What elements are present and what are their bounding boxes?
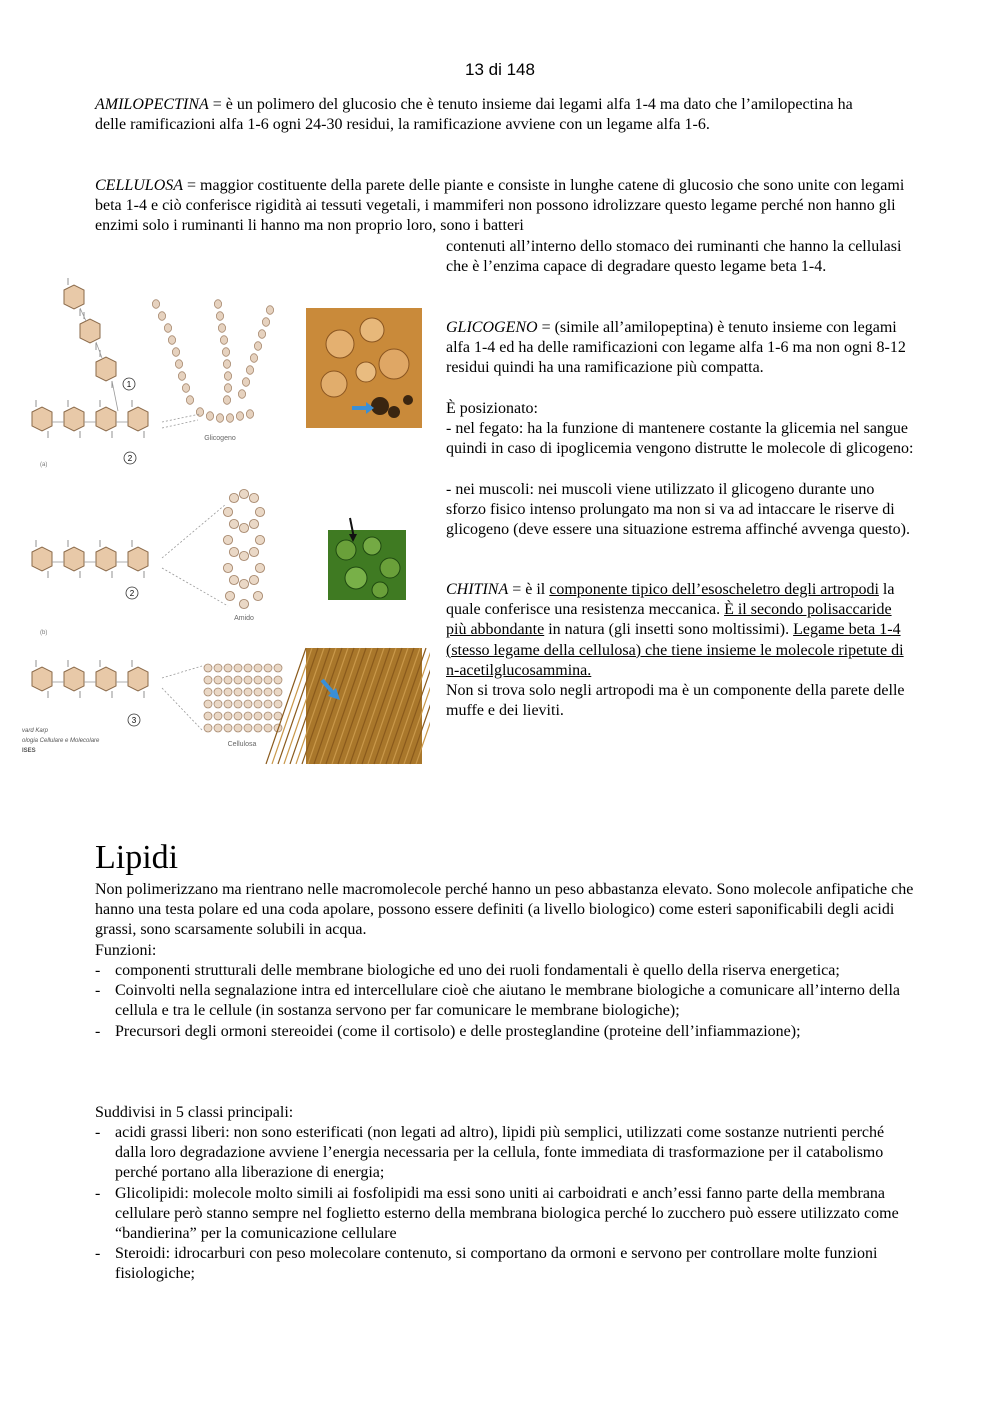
page-number: 13 di 148 [465,60,535,79]
chitina-text-3: in natura (gli insetti sono moltissimi). [544,621,794,639]
list-dash: - [95,1184,101,1202]
cellulose-bead [274,688,282,696]
funzioni-list [95,961,915,1042]
cellulose-bead [274,664,282,672]
cellulose-bead [214,700,222,708]
cellulose-micrograph [266,648,430,764]
list-item [95,1244,915,1284]
cellulosa-paragraph [95,176,910,237]
cellulose-bead [244,676,252,684]
chitina-text-1: = è il [508,581,550,598]
cellulose-bead [214,712,222,720]
classe-text: acidi grassi liberi: non sono esterificati (non legati ad altro), lipidi più semplici, utilizzati come sostanze nutrienti perché dalla loro degradazione avviene l’energia necessaria per la cellula, fonte immediata di trasformazione per il catabolismo perché portano alla liberazione di energia; [115,1124,885,1182]
chitina-paragraph [446,580,906,721]
list-dash: - [95,1245,101,1263]
cellulose-bead [244,712,252,720]
cellulosa-text: = maggior costituente della parete delle piante e consiste in lunghe catene di glucosio che sono unite con legami beta 1-4 e ciò conferisce rigidità ai tessuti vegetali, i mammiferi non possono idrolizzare questo legame perché non hanno gli enzimi solo i ruminanti li hanno ma non proprio loro, sono i batteri [95,177,905,235]
label-1: 1 [126,380,132,389]
glicogeno-text: = (simile all’amilopeptina) è tenuto insieme con legami alfa 1-4 ed ha delle ramificazioni con legame alfa 1-6 ma non ogni 8-12 residui quindi ha una ramificazione più compatta. [446,319,906,377]
cellulose-bead [224,724,232,732]
glycogen-beads [152,300,273,442]
list-item [95,1022,915,1042]
label-3: 3 [131,716,137,725]
chitina-text-4: Non si trova solo negli artropodi ma è un componente della parete delle muffe e dei lieviti. [446,682,905,720]
cellulose-bead [214,664,222,672]
cellulose-bead [234,676,242,684]
cellulose-bead [274,700,282,708]
cellulose-bead [204,688,212,696]
cellulose-bead [264,712,272,720]
cellulose-bead [244,724,252,732]
glicogeno-muscoli: - nei muscoli: nei muscoli viene utilizzato il glicogeno durante uno sforzo fisico intenso prolungato ma non si va ad intaccare le riserve di glicogeno (deve essere una situazione estrema affinché avvenga questo). [446,481,910,539]
cellulose-bead [204,676,212,684]
cellulose-bead [264,676,272,684]
cellulose-bead [214,688,222,696]
cellulose-bead [234,724,242,732]
classi-list [95,1123,915,1285]
cellulose-bead [204,712,212,720]
starch-structure [32,489,265,636]
glicogeno-term: GLICOGENO [446,319,538,336]
cellulose-bead [204,724,212,732]
list-dash: - [95,962,101,979]
credit-line-3: ISES [22,748,36,754]
cellulose-bead [254,712,262,720]
classe-text: Steroidi: idrocarburi con peso molecolare contenuto, si comportano da ormoni e servono per controllare molte funzioni fisiologiche; [115,1245,878,1283]
glicogeno-fegato: - nel fegato: ha la funzione di mantenere costante la glicemia nel sangue quindi in caso di ipoglicemia vengono distrutte le molecole di glicogeno: [446,420,914,458]
cellulose-bead [274,712,282,720]
cellulose-structure [22,660,282,754]
funzione-text: Precursori degli ormoni stereoidei (come il cortisolo) e delle prosteglandine (proteine dell’infiammazione); [115,1022,801,1040]
funzione-text: Coinvolti nella segnalazione intra ed intercellulare cioè che aiutano le membrane biologiche a comunicare all’interno della cellula e tra le cellule (in sostanza servono per far comunicare le membrane biologiche); [115,982,900,1020]
cellulose-bead [234,700,242,708]
classi-label: Suddivisi in 5 classi principali: [95,1104,294,1121]
list-item [95,981,915,1021]
glicogeno-label: Glicogeno [204,435,236,442]
label-2b: 2 [129,589,135,598]
cellulosa-term: CELLULOSA [95,177,184,194]
cellulose-fiber [266,648,306,764]
amido-label: Amido [234,615,254,622]
list-item [95,961,915,981]
list-dash: - [95,1124,101,1141]
cellulose-bead [254,664,262,672]
cellulose-bead [234,712,242,720]
credit-line-2: ologia Cellulare e Molecolare [22,738,100,744]
cellulose-bead [224,664,232,672]
cellulose-bead [254,688,262,696]
cellulose-bead [234,688,242,696]
list-dash: - [95,1022,101,1040]
amilopectina-text: = è un polimero del glucosio che è tenuto insieme dai legami alfa 1-4 ma dato che l’amilopectina ha delle ramificazioni alfa 1-6 ogni 24-30 residui, la ramificazione avviene con un legame alfa 1-6. [95,96,853,134]
amilopectina-paragraph [95,95,885,135]
amilopectina-term: AMILOPECTINA [95,96,209,113]
funzioni-label: Funzioni: [95,942,157,959]
starch-micrograph [328,518,406,600]
cellulose-bead [224,676,232,684]
funzione-text: componenti strutturali delle membrane biologiche ed uno dei ruoli fondamentali è quello della riserva energetica; [115,962,840,979]
cellulose-bead [254,724,262,732]
list-dash: - [95,982,101,1000]
list-item [95,1123,915,1184]
cellulose-bead [244,700,252,708]
lipidi-intro: Non polimerizzano ma rientrano nelle macromolecole perché hanno un peso abbastanza elevato. Sono molecole anfipatiche che hanno una testa polare ed una coda apolare, possono essere definiti (a livello biologico) come esteri saponificabili degli acidi grassi, sono scarsamente solubili in acqua. [95,881,914,939]
cellulose-bead [224,700,232,708]
label-2a: 2 [127,454,133,463]
cellulose-bead [254,676,262,684]
credit-line-1: vard Karp [22,728,49,734]
chitina-text-2: la quale conferisce una resistenza meccanica. [446,581,895,619]
glycogen-micrograph [306,308,422,428]
amylopectin-structure [32,278,148,468]
cellulose-bead [214,676,222,684]
cellulose-bead [244,688,252,696]
cellulose-bead [274,676,282,684]
cellulose-bead [214,724,222,732]
panel-b-label: (b) [40,630,48,636]
list-item [95,1184,915,1245]
cellulosa-label: Cellulosa [227,741,257,748]
glicogeno-posizionato: È posizionato: [446,400,538,417]
chitina-underline-2: È il secondo polisaccaride più abbondante [446,601,892,639]
chitina-underline-3: Legame beta 1-4 (stesso legame della cellulosa) che tiene insieme le molecole ripetute di n-acetilglucosammina. [446,621,904,679]
cellulosa-continuation: contenuti all’interno dello stomaco dei ruminanti che hanno la cellulasi che è l’enzima capace di degradare questo legame beta 1-4. [446,238,902,276]
cellulose-bead [264,700,272,708]
chitina-underline-1: componente tipico dell’esoscheletro degli artropodi [549,581,879,598]
cellulose-bead [234,664,242,672]
polysaccharide-diagram [22,268,430,768]
chitina-term: CHITINA [446,581,509,598]
lipidi-heading: Lipidi [95,839,179,876]
cellulose-bead [264,688,272,696]
polysaccharide-figure [22,268,430,768]
classe-text: Glicolipidi: molecole molto simili ai fosfolipidi ma essi sono uniti ai carboidrati e anch’essi fanno parte della membrana cellulare però stanno sempre nel foglietto esterno della membrana biologica perché lo zucchero può essere utilizzato come “bandierina” per la comunicazione cellulare [115,1184,899,1243]
cellulose-bead [224,712,232,720]
glicogeno-paragraph [446,318,916,379]
cellulose-bead [204,664,212,672]
cellulose-bead [264,724,272,732]
cellulose-bead-grid [204,664,282,732]
cellulose-bead [224,688,232,696]
panel-a-label: (a) [40,462,48,468]
cellulose-bead [254,700,262,708]
cellulose-bead [264,664,272,672]
cellulose-bead [244,664,252,672]
cellulose-bead [204,700,212,708]
